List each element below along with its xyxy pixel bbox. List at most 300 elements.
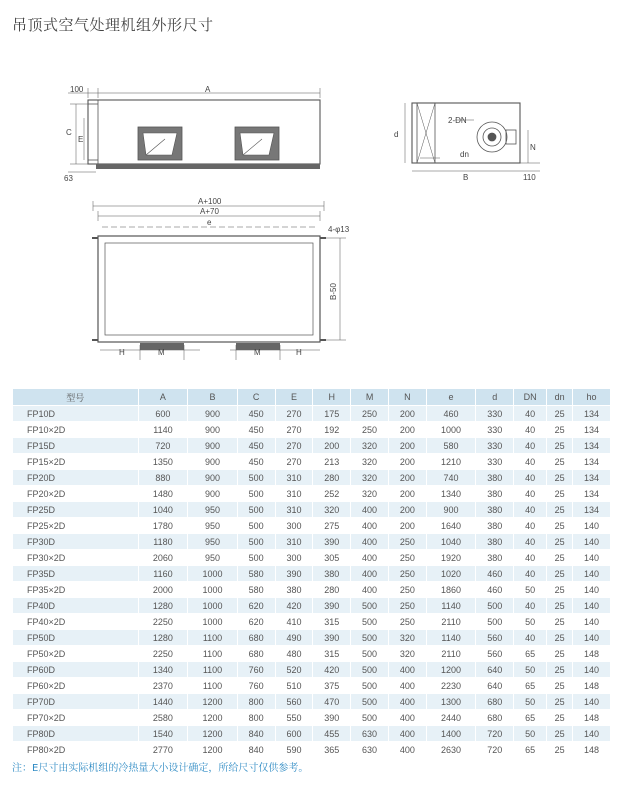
value-cell: 510 (275, 678, 313, 694)
dim-label-e-lower: e (207, 218, 212, 227)
value-cell: 950 (188, 502, 238, 518)
value-cell: 620 (237, 614, 275, 630)
value-cell: 900 (426, 502, 476, 518)
model-cell: FP35×2D (13, 582, 139, 598)
col-header: dn (547, 389, 573, 406)
value-cell: 175 (313, 406, 351, 422)
value-cell: 1000 (188, 598, 238, 614)
value-cell: 140 (573, 726, 611, 742)
value-cell: 50 (514, 614, 547, 630)
value-cell: 500 (351, 646, 389, 662)
dim-label-d: d (394, 130, 399, 139)
value-cell: 600 (275, 726, 313, 742)
value-cell: 140 (573, 694, 611, 710)
value-cell: 305 (313, 550, 351, 566)
value-cell: 250 (351, 406, 389, 422)
value-cell: 420 (313, 662, 351, 678)
col-header: e (426, 389, 476, 406)
col-header: N (388, 389, 426, 406)
value-cell: 380 (476, 502, 514, 518)
value-cell: 25 (547, 710, 573, 726)
value-cell: 25 (547, 598, 573, 614)
dim-label-a-plus-70: A+70 (200, 207, 219, 216)
value-cell: 40 (514, 422, 547, 438)
value-cell: 680 (237, 630, 275, 646)
value-cell: 25 (547, 438, 573, 454)
value-cell: 500 (351, 710, 389, 726)
value-cell: 840 (237, 726, 275, 742)
value-cell: 500 (476, 614, 514, 630)
value-cell: 25 (547, 614, 573, 630)
value-cell: 40 (514, 598, 547, 614)
table-row (13, 438, 611, 454)
value-cell: 270 (275, 406, 313, 422)
value-cell: 390 (313, 710, 351, 726)
model-cell: FP30D (13, 534, 139, 550)
value-cell: 620 (237, 598, 275, 614)
value-cell: 1020 (426, 566, 476, 582)
value-cell: 900 (188, 470, 238, 486)
value-cell: 1200 (188, 694, 238, 710)
col-header: E (275, 389, 313, 406)
value-cell: 140 (573, 582, 611, 598)
value-cell: 1140 (426, 630, 476, 646)
value-cell: 365 (313, 742, 351, 758)
value-cell: 760 (237, 678, 275, 694)
value-cell: 134 (573, 438, 611, 454)
value-cell: 25 (547, 470, 573, 486)
value-cell: 1480 (138, 486, 188, 502)
value-cell: 140 (573, 662, 611, 678)
value-cell: 134 (573, 422, 611, 438)
value-cell: 1000 (188, 614, 238, 630)
value-cell: 40 (514, 534, 547, 550)
value-cell: 1780 (138, 518, 188, 534)
value-cell: 315 (313, 646, 351, 662)
value-cell: 380 (476, 470, 514, 486)
value-cell: 140 (573, 534, 611, 550)
dim-label-110: 110 (523, 173, 536, 182)
value-cell: 500 (351, 630, 389, 646)
value-cell: 375 (313, 678, 351, 694)
value-cell: 134 (573, 406, 611, 422)
value-cell: 400 (351, 534, 389, 550)
value-cell: 500 (237, 502, 275, 518)
value-cell: 900 (188, 454, 238, 470)
table-row (13, 422, 611, 438)
value-cell: 310 (275, 470, 313, 486)
value-cell: 2580 (138, 710, 188, 726)
value-cell: 390 (275, 566, 313, 582)
value-cell: 380 (476, 534, 514, 550)
model-cell: FP80D (13, 726, 139, 742)
value-cell: 590 (275, 742, 313, 758)
value-cell: 460 (426, 406, 476, 422)
value-cell: 320 (351, 470, 389, 486)
model-cell: FP70D (13, 694, 139, 710)
table-row (13, 518, 611, 534)
value-cell: 500 (351, 598, 389, 614)
col-header: d (476, 389, 514, 406)
value-cell: 470 (313, 694, 351, 710)
value-cell: 320 (388, 630, 426, 646)
value-cell: 250 (388, 566, 426, 582)
value-cell: 450 (237, 438, 275, 454)
table-row (13, 614, 611, 630)
value-cell: 25 (547, 502, 573, 518)
value-cell: 1100 (188, 646, 238, 662)
value-cell: 25 (547, 678, 573, 694)
value-cell: 25 (547, 582, 573, 598)
value-cell: 65 (514, 710, 547, 726)
value-cell: 600 (138, 406, 188, 422)
value-cell: 330 (476, 438, 514, 454)
value-cell: 25 (547, 646, 573, 662)
value-cell: 250 (388, 614, 426, 630)
table-row (13, 486, 611, 502)
value-cell: 148 (573, 678, 611, 694)
value-cell: 2770 (138, 742, 188, 758)
value-cell: 140 (573, 518, 611, 534)
value-cell: 1640 (426, 518, 476, 534)
value-cell: 320 (351, 438, 389, 454)
value-cell: 2250 (138, 614, 188, 630)
col-header: A (138, 389, 188, 406)
value-cell: 380 (313, 566, 351, 582)
value-cell: 380 (476, 550, 514, 566)
value-cell: 25 (547, 566, 573, 582)
model-cell: FP20×2D (13, 486, 139, 502)
value-cell: 40 (514, 438, 547, 454)
value-cell: 300 (275, 550, 313, 566)
model-cell: FP10D (13, 406, 139, 422)
dim-label-2dn: 2-DN (448, 116, 467, 125)
value-cell: 1920 (426, 550, 476, 566)
value-cell: 140 (573, 550, 611, 566)
value-cell: 1400 (426, 726, 476, 742)
value-cell: 200 (388, 422, 426, 438)
table-row (13, 534, 611, 550)
value-cell: 310 (275, 502, 313, 518)
value-cell: 25 (547, 662, 573, 678)
dim-label-n: N (530, 143, 536, 152)
model-cell: FP50×2D (13, 646, 139, 662)
value-cell: 250 (388, 582, 426, 598)
value-cell: 140 (573, 566, 611, 582)
value-cell: 310 (275, 534, 313, 550)
value-cell: 400 (351, 550, 389, 566)
value-cell: 455 (313, 726, 351, 742)
value-cell: 134 (573, 470, 611, 486)
value-cell: 213 (313, 454, 351, 470)
dim-label-100: 100 (70, 85, 84, 94)
value-cell: 680 (476, 710, 514, 726)
table-row (13, 406, 611, 422)
value-cell: 330 (476, 422, 514, 438)
model-cell: FP40×2D (13, 614, 139, 630)
value-cell: 400 (351, 566, 389, 582)
value-cell: 1100 (188, 678, 238, 694)
value-cell: 480 (275, 646, 313, 662)
value-cell: 950 (188, 550, 238, 566)
value-cell: 25 (547, 694, 573, 710)
model-cell: FP30×2D (13, 550, 139, 566)
value-cell: 300 (275, 518, 313, 534)
value-cell: 800 (237, 694, 275, 710)
value-cell: 500 (237, 470, 275, 486)
value-cell: 25 (547, 534, 573, 550)
value-cell: 1100 (188, 630, 238, 646)
value-cell: 720 (476, 742, 514, 758)
value-cell: 900 (188, 406, 238, 422)
value-cell: 25 (547, 454, 573, 470)
table-row (13, 566, 611, 582)
model-cell: FP20D (13, 470, 139, 486)
model-cell: FP70×2D (13, 710, 139, 726)
value-cell: 270 (275, 422, 313, 438)
dimension-table (12, 388, 611, 758)
value-cell: 25 (547, 422, 573, 438)
dim-label-e: E (78, 135, 84, 144)
model-cell: FP25×2D (13, 518, 139, 534)
value-cell: 580 (426, 438, 476, 454)
col-header: M (351, 389, 389, 406)
value-cell: 310 (275, 486, 313, 502)
value-cell: 2000 (138, 582, 188, 598)
dim-label-a: A (205, 85, 211, 94)
value-cell: 250 (388, 598, 426, 614)
value-cell: 2110 (426, 614, 476, 630)
table-body (13, 406, 611, 758)
model-cell: FP80×2D (13, 742, 139, 758)
value-cell: 200 (388, 454, 426, 470)
value-cell: 1160 (138, 566, 188, 582)
value-cell: 2110 (426, 646, 476, 662)
value-cell: 630 (351, 726, 389, 742)
page-title: 吊顶式空气处理机组外形尺寸 (12, 16, 214, 34)
model-cell: FP40D (13, 598, 139, 614)
dim-label-a-plus-100: A+100 (198, 197, 222, 206)
col-header: DN (514, 389, 547, 406)
value-cell: 40 (514, 550, 547, 566)
value-cell: 500 (351, 662, 389, 678)
value-cell: 400 (351, 518, 389, 534)
value-cell: 250 (351, 422, 389, 438)
dim-label-63: 63 (64, 174, 73, 183)
dim-label-h-right: H (296, 348, 302, 357)
value-cell: 25 (547, 550, 573, 566)
model-cell: FP15×2D (13, 454, 139, 470)
value-cell: 200 (388, 438, 426, 454)
value-cell: 580 (237, 566, 275, 582)
value-cell: 40 (514, 406, 547, 422)
value-cell: 320 (351, 486, 389, 502)
value-cell: 1040 (138, 502, 188, 518)
value-cell: 200 (388, 518, 426, 534)
table-row (13, 550, 611, 566)
value-cell: 390 (313, 534, 351, 550)
model-cell: FP60×2D (13, 678, 139, 694)
value-cell: 65 (514, 678, 547, 694)
value-cell: 1210 (426, 454, 476, 470)
value-cell: 500 (351, 678, 389, 694)
value-cell: 380 (275, 582, 313, 598)
value-cell: 140 (573, 598, 611, 614)
value-cell: 25 (547, 486, 573, 502)
value-cell: 1200 (188, 726, 238, 742)
value-cell: 400 (388, 710, 426, 726)
value-cell: 1000 (188, 582, 238, 598)
value-cell: 400 (388, 742, 426, 758)
value-cell: 640 (476, 662, 514, 678)
col-header: ho (573, 389, 611, 406)
value-cell: 460 (476, 582, 514, 598)
value-cell: 2630 (426, 742, 476, 758)
model-cell: FP50D (13, 630, 139, 646)
value-cell: 720 (138, 438, 188, 454)
value-cell: 450 (237, 406, 275, 422)
value-cell: 1140 (426, 598, 476, 614)
value-cell: 800 (237, 710, 275, 726)
value-cell: 400 (388, 678, 426, 694)
value-cell: 640 (476, 678, 514, 694)
value-cell: 1340 (426, 486, 476, 502)
value-cell: 760 (237, 662, 275, 678)
model-cell: FP25D (13, 502, 139, 518)
col-header: 型号 (13, 389, 139, 406)
value-cell: 40 (514, 502, 547, 518)
value-cell: 1180 (138, 534, 188, 550)
value-cell: 560 (476, 646, 514, 662)
dim-label-b-minus-50: B-50 (329, 283, 338, 300)
value-cell: 630 (351, 742, 389, 758)
value-cell: 1040 (426, 534, 476, 550)
value-cell: 134 (573, 486, 611, 502)
value-cell: 400 (351, 582, 389, 598)
value-cell: 275 (313, 518, 351, 534)
value-cell: 1340 (138, 662, 188, 678)
value-cell: 50 (514, 582, 547, 598)
value-cell: 50 (514, 694, 547, 710)
value-cell: 1280 (138, 630, 188, 646)
value-cell: 400 (388, 726, 426, 742)
value-cell: 560 (275, 694, 313, 710)
dim-label-b: B (463, 173, 469, 182)
value-cell: 40 (514, 566, 547, 582)
table-row (13, 646, 611, 662)
value-cell: 140 (573, 630, 611, 646)
value-cell: 450 (237, 454, 275, 470)
table-row (13, 710, 611, 726)
value-cell: 900 (188, 486, 238, 502)
table-header-row (13, 389, 611, 406)
value-cell: 900 (188, 438, 238, 454)
value-cell: 2370 (138, 678, 188, 694)
value-cell: 40 (514, 486, 547, 502)
table-row (13, 742, 611, 758)
value-cell: 420 (275, 598, 313, 614)
value-cell: 200 (388, 486, 426, 502)
value-cell: 880 (138, 470, 188, 486)
value-cell: 390 (313, 630, 351, 646)
dim-label-dn: dn (460, 150, 469, 159)
value-cell: 270 (275, 438, 313, 454)
table-row (13, 582, 611, 598)
value-cell: 950 (188, 534, 238, 550)
value-cell: 1100 (188, 662, 238, 678)
value-cell: 2250 (138, 646, 188, 662)
value-cell: 280 (313, 582, 351, 598)
value-cell: 550 (275, 710, 313, 726)
value-cell: 400 (351, 502, 389, 518)
table-row (13, 502, 611, 518)
value-cell: 390 (313, 598, 351, 614)
value-cell: 1860 (426, 582, 476, 598)
col-header: B (188, 389, 238, 406)
value-cell: 2230 (426, 678, 476, 694)
value-cell: 65 (514, 646, 547, 662)
value-cell: 250 (388, 534, 426, 550)
value-cell: 40 (514, 470, 547, 486)
value-cell: 134 (573, 454, 611, 470)
col-header: C (237, 389, 275, 406)
value-cell: 1200 (426, 662, 476, 678)
value-cell: 320 (388, 646, 426, 662)
value-cell: 250 (388, 550, 426, 566)
value-cell: 500 (351, 614, 389, 630)
value-cell: 200 (313, 438, 351, 454)
value-cell: 460 (476, 566, 514, 582)
value-cell: 2440 (426, 710, 476, 726)
value-cell: 25 (547, 726, 573, 742)
table-row (13, 598, 611, 614)
value-cell: 40 (514, 454, 547, 470)
value-cell: 500 (351, 694, 389, 710)
dimension-drawing (0, 0, 623, 385)
value-cell: 200 (388, 406, 426, 422)
value-cell: 25 (547, 518, 573, 534)
value-cell: 25 (547, 630, 573, 646)
value-cell: 1350 (138, 454, 188, 470)
model-cell: FP35D (13, 566, 139, 582)
value-cell: 40 (514, 518, 547, 534)
value-cell: 560 (476, 630, 514, 646)
value-cell: 380 (476, 518, 514, 534)
value-cell: 520 (275, 662, 313, 678)
value-cell: 1000 (188, 566, 238, 582)
table-row (13, 678, 611, 694)
dim-label-m-left: M (158, 348, 165, 357)
value-cell: 380 (476, 486, 514, 502)
footnote: 注：E尺寸由实际机组的冷热量大小设计确定，所给尺寸仅供参考。 (12, 763, 309, 774)
model-cell: FP60D (13, 662, 139, 678)
dim-label-h-left: H (119, 348, 125, 357)
value-cell: 1300 (426, 694, 476, 710)
table-row (13, 726, 611, 742)
model-cell: FP15D (13, 438, 139, 454)
value-cell: 400 (388, 662, 426, 678)
value-cell: 580 (237, 582, 275, 598)
dim-label-hole: 4-φ13 (328, 225, 350, 234)
value-cell: 148 (573, 710, 611, 726)
model-cell: FP10×2D (13, 422, 139, 438)
value-cell: 900 (188, 422, 238, 438)
value-cell: 65 (514, 742, 547, 758)
value-cell: 1200 (188, 742, 238, 758)
value-cell: 200 (388, 502, 426, 518)
col-header: H (313, 389, 351, 406)
value-cell: 140 (573, 614, 611, 630)
